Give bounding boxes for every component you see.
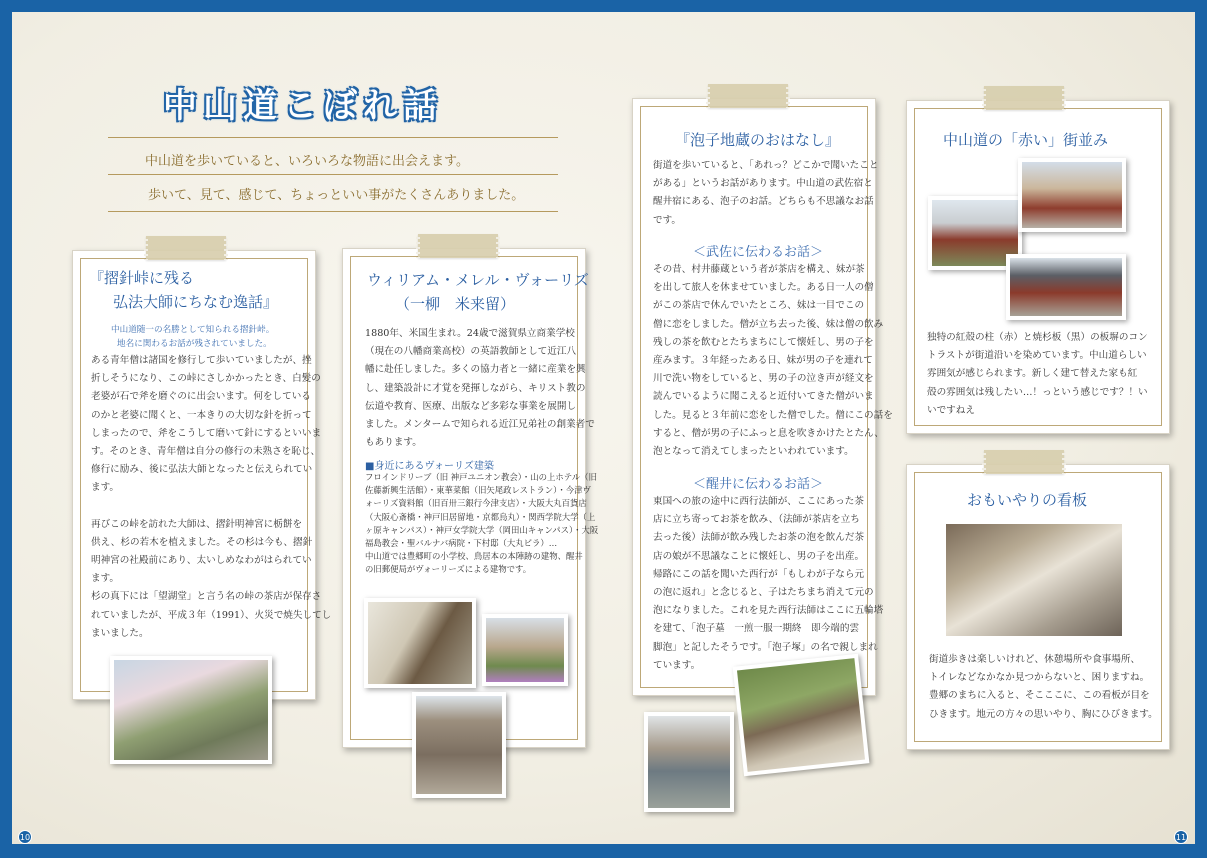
photo-stream-street: [644, 712, 734, 812]
photo-staircase: [364, 598, 476, 688]
divider: [108, 174, 558, 175]
card-awako: [632, 98, 893, 696]
card-body: 独特の紅殻の柱（赤）と焼杉板（黒）の板塀のコン トラストが街道沿いを染めています。中山道らしい 雰囲気が感じられます。新しく建て替えた家も紅 殻の雰囲気は残したい…！っという感じです？！い いですねえ: [927, 332, 1148, 416]
tape: [984, 86, 1064, 110]
section-body-musa: その昔、村井藤蔵という者が茶店を構え、妹が茶 を出して旅人を休ませていました。ある日一人の僧 がこの茶店で休んでいたところ、妹は一目でこの 僧に恋をしました。僧が立ち去った後、妹は僧の飲み 残しの茶を飲むとたちまちにして懐妊し、男の子を 産みます。３年経ったある日、妹が男の子を連れて 川で洗い物をしていると、男の子の泣き声が経文を 読んでいるように聞こえると近付いてきた僧がいま した。見ると３年前に恋をした僧でした。僧にこの話を すると、僧が男の子にふっと息を吹きかけたとたん、 泡となって消えてしまったといわれています。: [653, 264, 893, 458]
card-body: 1880年、米国生まれ。24歳で滋賀県立商業学校 （現在の八幡商業高校）の英語教師として近江八 幡に赴任しました。多くの協力者と一緒に産業を興 し、建築設計に才覚を発揮しながら、キリスト教の 伝道や教育、医療、出版など多彩な事業を展開し ました。メンタームで知られる近江兄弟社の創業者で もあります。: [365, 328, 595, 449]
card-heading: 弘法大師にちなむ逸話』: [113, 293, 279, 311]
tape: [984, 450, 1064, 474]
list-title: ■身近にあるヴォーリズ建築: [365, 461, 494, 472]
section-heading-musa: ＜武佐に伝わるお話＞: [693, 245, 824, 260]
card-body: 街道歩きは楽しいけれど、休憩場所や食事場所、 トイレなどなかなか見つからないと、困りますね。 豊郷のまちに入ると、そこここに、この看板が目を ひきます。地元の方々の思いやり、胸にひびきます。: [929, 654, 1158, 720]
photo-mountain-path: [110, 656, 272, 764]
page-title: 中山道こぼれ話: [163, 86, 443, 126]
photo-traditional-house: [1006, 254, 1126, 320]
page-number-left: 10: [18, 830, 32, 844]
intro-line-1: 中山道を歩いていると、いろいろな物語に出会えます。: [145, 154, 469, 169]
card-surihari: [72, 250, 332, 700]
photo-signboard: [946, 524, 1122, 636]
page-number-right: 11: [1174, 830, 1188, 844]
card-heading: 中山道の「赤い」街並み: [943, 131, 1109, 149]
card-heading: 『泡子地蔵のおはなし』: [675, 131, 841, 149]
section-heading-samegai: ＜醒井に伝わるお話＞: [693, 477, 824, 492]
card-heading: 『摺針峠に残る: [89, 269, 195, 287]
tape: [146, 236, 226, 260]
card-body: ある青年僧は諸国を修行して歩いていましたが、挫 折しそうになり、この峠にさしかかったとき、白髪の 老婆が石で斧を磨ぐのに出会います。何をしている のかと老婆に聞くと、一本きりの大切な針を折って しまったので、斧をこうして磨いて針にするといいま す。そのとき、青年僧は自分の修行の未熟さを恥じ、 修行に励み、後に弘法大師となったと伝えられてい ます。 再びこの峠を訪れた大師は、摺針明神宮に栃餅を 供え、杉の若木を植えました。その杉は今も、摺針 明神宮の社殿前にあり、太いしめなわがはられてい ます。 杉の真下には「望湖堂」と言う名の峠の茶店が保存さ れていましたが、平成３年（1991）、火災で焼失してし まいました。: [91, 355, 332, 639]
building-list: フロインドリーブ（旧 神戸ユニオン教会）・山の上ホテル（旧 佐藤新興生活館）・東華菜館（旧矢尾政レストラン）・今津ヴ ォーリズ資料館（旧百卅三銀行今津支店）・大阪大丸百貨店 （大阪心斎橋・神戸旧居留地・京都烏丸）・関西学院大学（上 ヶ原キャンパス）・神戸女学院大学（岡田山キャンパス）・大阪 福島教会・聖バルナバ病院・下村邸（大丸ビラ）… 中山道では豊郷町の小学校、鳥居本の本陣跡の建物、醒井 の旧郵便局がヴォーリーズによる建物です。: [365, 472, 599, 575]
card-intro: 街道を歩いていると、「あれっ？どこかで聞いたこと がある」というお話があります。中山道の武佐宿と 醒井宿にある、泡子のお話。どちらも不思議なお話 です。: [653, 160, 879, 226]
photo-stone-garden: [733, 654, 870, 777]
divider: [108, 137, 558, 138]
card-subheading: 地名に関わるお話が残されていました。: [117, 339, 272, 349]
card-heading: ウィリアム・メレル・ヴォーリズ: [367, 271, 589, 289]
section-body-samegai: 東国への旅の途中に西行法師が、ここにあった茶 店に立ち寄ってお茶を飲み、（法師が茶店を立ち 去った後）法師が飲み残したお茶の泡を飲んだ茶 店の娘が不思議なことに懐妊し、男の子を出産。 帰路にこの話を聞いた西行が「もしわが子なら元 の泡に返れ」と念じると、子はたちまち消えて元の 泡になりました。これを見た西行法師はここに五輪塔 を建て、「泡子墓 一煎一服一期終 即今端的雲 脚泡」と記したそうです。「泡子塚」の名で親しまれ ています。: [653, 496, 884, 671]
card-heading: おもいやりの看板: [967, 491, 1088, 509]
tape: [418, 234, 498, 258]
card-subheading: 中山道随一の名勝として知られる摺針峠。: [111, 325, 275, 335]
photo-western-house: [482, 614, 568, 686]
photo-old-post-office: [412, 692, 506, 798]
photo-modern-house: [1018, 158, 1126, 232]
divider: [108, 211, 558, 212]
intro-line-2: 歩いて、見て、感じて、ちょっといい事がたくさんありました。: [148, 188, 525, 203]
card-heading: （一柳 米来留）: [395, 295, 516, 313]
tape: [708, 84, 788, 108]
